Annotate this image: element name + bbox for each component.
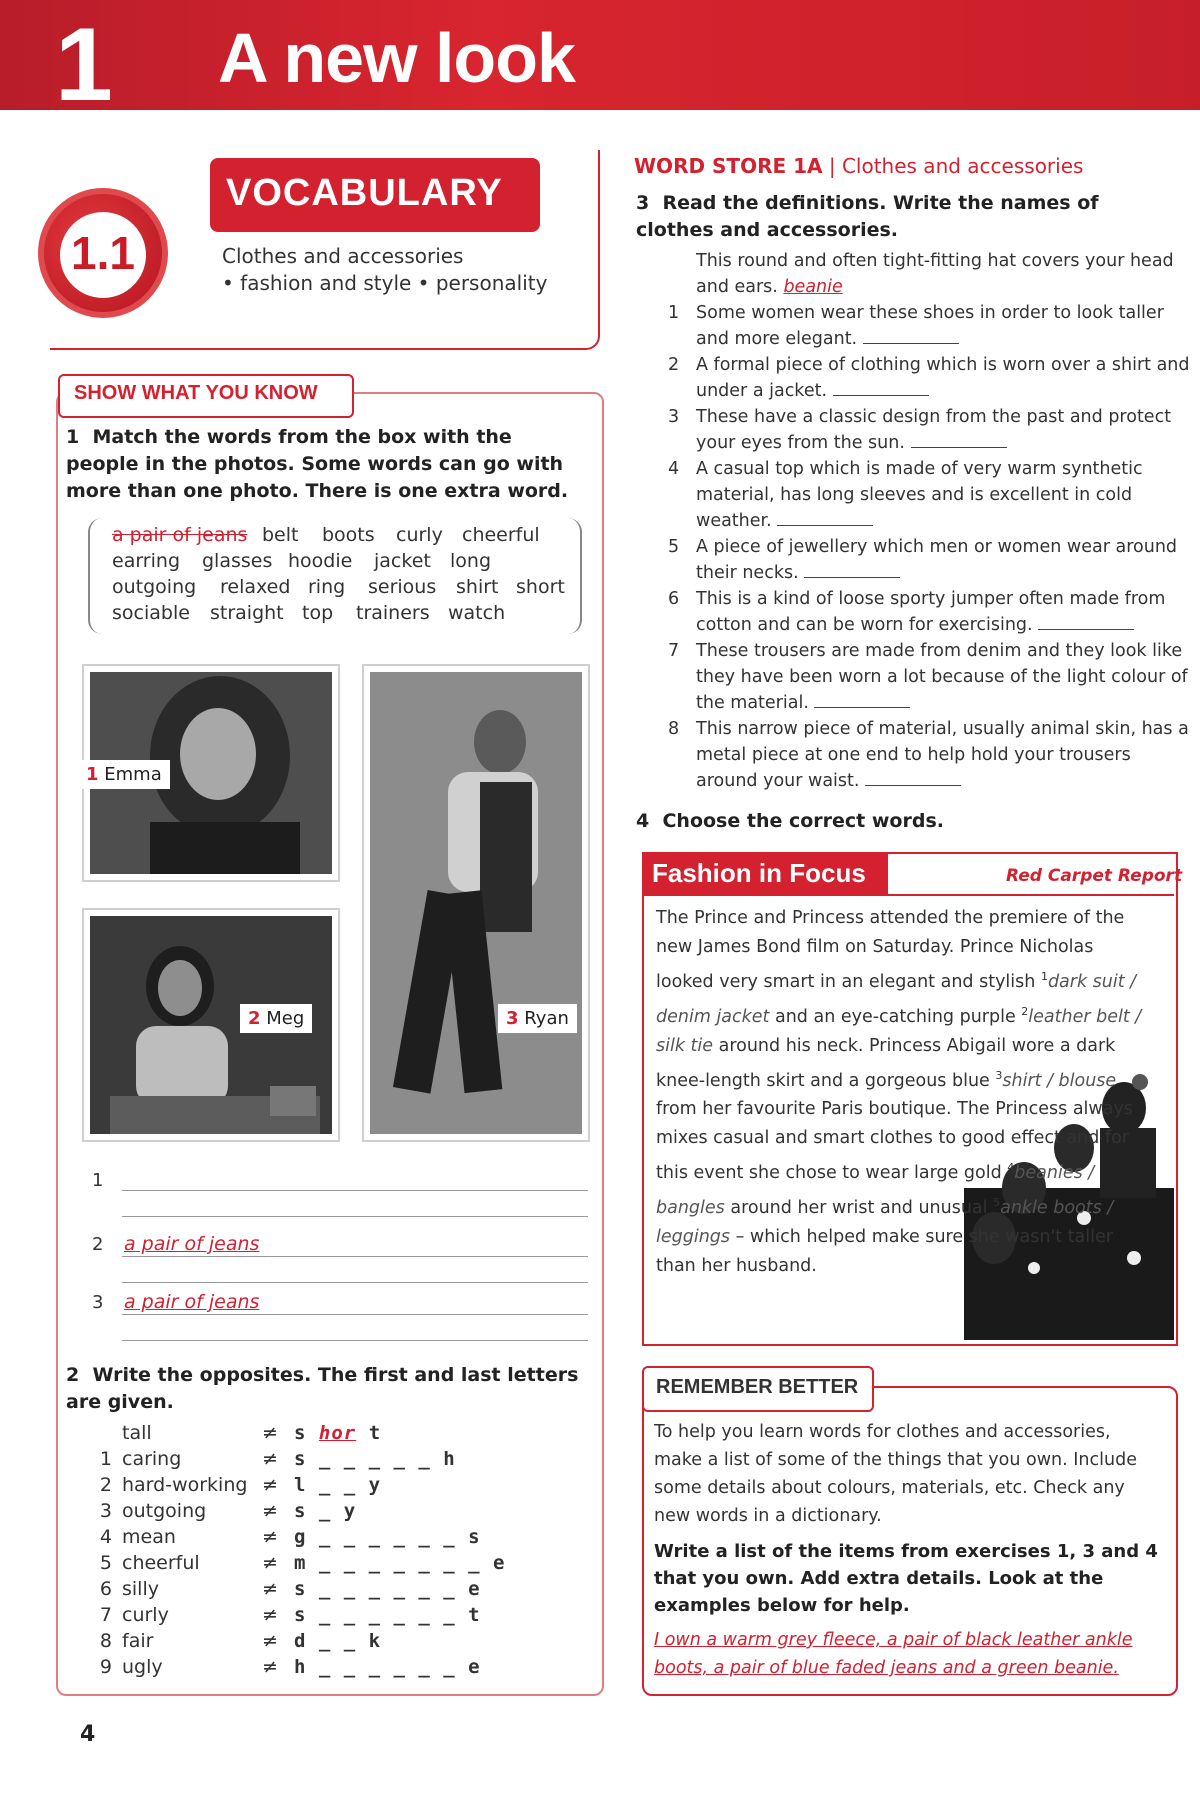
choice-option[interactable]: ankle boots / leggings — [656, 1198, 1114, 1248]
word-item: sociable — [112, 602, 190, 624]
photo-label-ryan: 3 Ryan — [498, 1004, 577, 1033]
exercise-4-instruction — [636, 808, 944, 835]
answer-line[interactable] — [122, 1256, 588, 1257]
definition-item: 1 Some women wear these shoes in order to look taller and more elegant. — [668, 303, 1164, 349]
exercise-number: 4 — [636, 810, 650, 832]
exercise-text: Read the definitions. Write the names of clothes and accessories. — [636, 192, 1099, 241]
answer-text: a pair of jeans — [124, 1233, 260, 1255]
word-item: short — [516, 576, 565, 598]
answer-number: 3 — [92, 1292, 104, 1313]
definition-item: 7 These trousers are made from denim and they look like they have been worn a lot because of the light colour of the material. — [668, 641, 1188, 713]
word-item: belt — [262, 524, 299, 546]
opposite-row: 2 hard-working ≠ l _ _ y — [99, 1474, 382, 1496]
opposite-word: tall — [122, 1422, 152, 1444]
opposite-row: 8 fair ≠ d _ _ k — [99, 1630, 382, 1652]
exercise-1-instruction — [66, 424, 586, 505]
definition-item: 6 This is a kind of loose sporty jumper often made from cotton and can be worn for exercising. — [668, 589, 1166, 635]
word-item: shirt — [456, 576, 499, 598]
word-box — [88, 518, 582, 634]
word-item: trainers — [356, 602, 430, 624]
choice-option[interactable]: dark suit / denim jacket — [656, 971, 1137, 1027]
word-item: earring — [112, 550, 181, 572]
exercise-text: Match the words from the box with the people in the photos. Some words can go with more than one photo. There is one extra word. — [66, 426, 569, 502]
not-equal-sign: ≠ — [262, 1422, 278, 1444]
page-number: 4 — [80, 1722, 96, 1747]
fashion-title-rule — [888, 894, 1174, 896]
opposite-row: 7 curly ≠ s _ _ _ _ _ _ t — [99, 1604, 481, 1626]
opposite-example — [94, 1422, 564, 1448]
exercise-text: Write the opposites. The first and last letters are given. — [66, 1364, 579, 1413]
unit-title: A new look — [218, 19, 575, 97]
word-item: cheerful — [462, 524, 540, 546]
answer-number: 2 — [92, 1234, 104, 1255]
opposite-row: 4 mean ≠ g _ _ _ _ _ _ s — [99, 1526, 481, 1548]
remember-better-label: REMEMBER BETTER — [656, 1376, 859, 1398]
blank[interactable] — [804, 561, 900, 578]
exercise-number: 2 — [66, 1364, 80, 1386]
word-item: top — [302, 602, 334, 624]
opposite-row: 3 outgoing ≠ s _ y — [99, 1500, 357, 1522]
answer-line[interactable] — [122, 1216, 588, 1217]
blank[interactable] — [1038, 613, 1134, 630]
exercise-text: Choose the correct words. — [662, 810, 944, 832]
show-what-you-know-label: SHOW WHAT YOU KNOW — [74, 382, 318, 404]
word-item: serious — [368, 576, 437, 598]
word-item: a pair of jeans — [112, 524, 248, 546]
blank[interactable] — [814, 691, 910, 708]
answer-line[interactable] — [122, 1314, 588, 1315]
remember-better-text: To help you learn words for clothes and accessories, make a list of some of the things that you own. Include some details about colours, materials, etc. Check any new words in a dictionary. — [654, 1422, 1137, 1526]
word-item: long — [450, 550, 492, 572]
opposite-row: 1 caring ≠ s _ _ _ _ _ h — [99, 1448, 456, 1470]
photo-label-emma: 1 Emma — [78, 760, 170, 789]
choice-option[interactable]: leather belt / silk tie — [656, 1006, 1142, 1056]
word-item: jacket — [374, 550, 431, 572]
opposite-answer: s hor t — [294, 1422, 382, 1444]
fashion-article: The Prince and Princess attended the premiere of the new James Bond film on Saturday. Prince Nicholas looked very smart in an elegant and stylish $^1$dark suit / denim jacket and an eye-catching purple $^2$leather belt / silk tie around his neck. Princess Abigail wore a dark knee-length skirt and a gorgeous blue $^3$shirt / blouse from her favourite Paris boutique. The Princess always mixes casual and smart clothes to good effect and for this event she chose to wear large gold $^4$beanies / bangles around her wrist and unusual $^5$ankle boots / leggings – which helped make sure she wasn't taller than her husband. — [656, 908, 1142, 1277]
opposite-row: 6 silly ≠ s _ _ _ _ _ _ e — [99, 1578, 481, 1600]
blank[interactable] — [777, 509, 873, 526]
exercise-2-instruction — [66, 1362, 586, 1416]
unit-banner — [0, 0, 1200, 110]
blank[interactable] — [911, 431, 1007, 448]
word-item: hoodie — [288, 550, 353, 572]
word-item: straight — [210, 602, 284, 624]
answer-line[interactable] — [122, 1340, 588, 1341]
example-answer: beanie — [783, 277, 843, 297]
photo-ryan — [364, 666, 588, 1140]
exercise-3-instruction — [636, 190, 1166, 244]
section-subtitle-topics: • fashion and style • personality — [222, 271, 548, 295]
definition-item: 2 A formal piece of clothing which is worn over a shirt and under a jacket. — [668, 355, 1190, 401]
lesson-number: 1.1 — [71, 227, 135, 279]
opposite-row: 9 ugly ≠ h _ _ _ _ _ _ e — [99, 1656, 481, 1678]
exercise-number: 1 — [66, 426, 80, 448]
fashion-title: Fashion in Focus — [652, 858, 866, 888]
blank[interactable] — [865, 769, 961, 786]
word-item: glasses — [202, 550, 273, 572]
definition-item: 8 This narrow piece of material, usually animal skin, has a metal piece at one end to help hold your trousers around your waist. — [668, 719, 1189, 791]
word-item: watch — [448, 602, 506, 624]
fashion-report-label: Red Carpet Report — [1006, 866, 1183, 886]
definition-example: This round and often tight-fitting hat covers your head and ears. beanie — [696, 251, 1174, 297]
word-item: outgoing — [112, 576, 197, 598]
opposite-row: 5 cheerful ≠ m _ _ _ _ _ _ _ e — [99, 1552, 506, 1574]
answer-text: a pair of jeans — [124, 1291, 260, 1313]
remember-better-task: Write a list of the items from exercises 1, 3 and 4 that you own. Add extra details. Look at the examples below for help. — [654, 1541, 1158, 1616]
definition-item: 4 A casual top which is made of very warm synthetic material, has long sleeves and is excellent in cold weather. — [668, 459, 1143, 531]
word-item: boots — [322, 524, 375, 546]
answer-number: 1 — [92, 1170, 104, 1191]
blank[interactable] — [833, 379, 929, 396]
ryan-silhouette — [370, 672, 582, 1134]
choice-option[interactable]: beanies / bangles — [656, 1163, 1095, 1219]
word-store-title: WORD STORE 1A | Clothes and accessories — [634, 154, 1084, 178]
exercise-number: 3 — [636, 192, 650, 214]
photo-label-meg: 2 Meg — [240, 1004, 312, 1033]
unit-number: 1 — [55, 7, 113, 123]
remember-better-example: I own a warm grey fleece, a pair of black leather ankle boots, a pair of blue faded jeans and a green beanie. — [654, 1630, 1133, 1678]
section-subtitle: Clothes and accessories — [222, 244, 464, 268]
word-item: ring — [308, 576, 346, 598]
definition-item: 3 These have a classic design from the past and protect your eyes from the sun. — [668, 407, 1172, 453]
word-item: curly — [396, 524, 443, 546]
word-item: relaxed — [220, 576, 291, 598]
definition-item: 5 A piece of jewellery which men or women wear around their necks. — [668, 537, 1178, 583]
blank[interactable] — [863, 327, 959, 344]
answer-line[interactable] — [122, 1282, 588, 1283]
section-title: VOCABULARY — [226, 172, 503, 214]
choice-option[interactable]: shirt / blouse — [1002, 1070, 1117, 1091]
answer-line[interactable] — [122, 1190, 588, 1191]
